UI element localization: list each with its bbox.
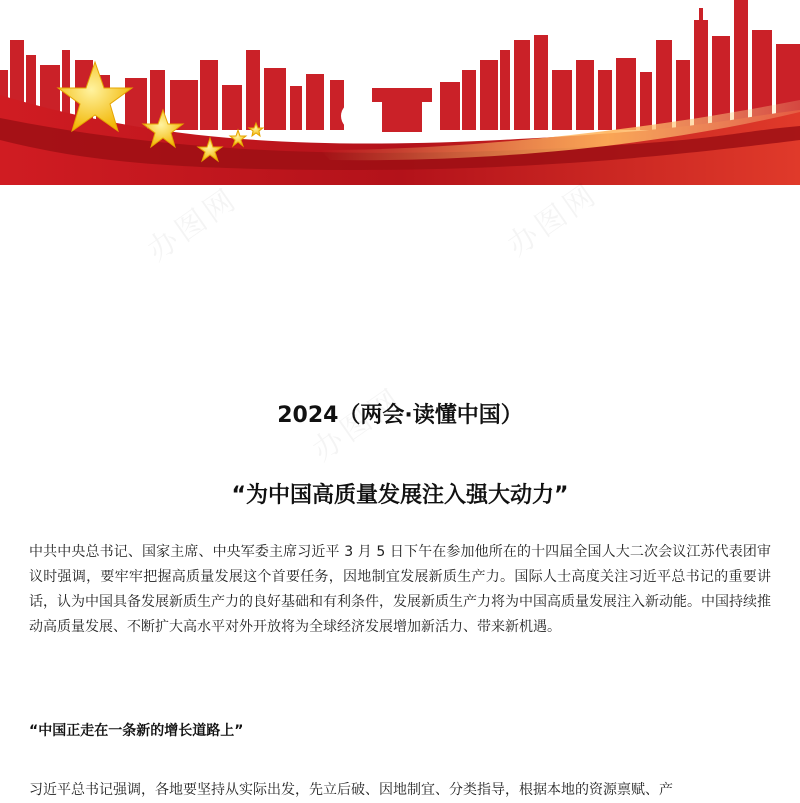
page-subtitle: “为中国高质量发展注入强大动力”	[231, 483, 569, 508]
watermark	[137, 175, 246, 270]
banner-art	[0, 0, 800, 185]
page-title: 2024（两会·读懂中国）	[277, 403, 523, 428]
city-skyline	[0, 0, 800, 132]
body-paragraph: 中共中央总书记、国家主席、中央军委主席习近平 3 月 5 日下午在参加他所在的十四届全国人大二次会议江苏代表团审议时强调，要牢牢把握高质量发展这个首要任务，因地制宜发展新质生产力。国际人士高度关注习近平总书记的重要讲话，认为中国具备发展新质生产力的良好基础和有利条件，发展新质生产力将为中国高质量发展注入新动能。中国持续推动高质量发展、不断扩大高水平对外开放将为全球经济发展增加新活力、带来新机遇。	[29, 544, 771, 635]
body-paragraph: 习近平总书记强调，各地要坚持从实际出发，先立后破、因地制宜、分类指导，根据本地的资源禀赋、产	[29, 782, 673, 798]
section-heading: “中国正走在一条新的增长道路上”	[29, 723, 244, 739]
header-banner	[0, 0, 800, 185]
